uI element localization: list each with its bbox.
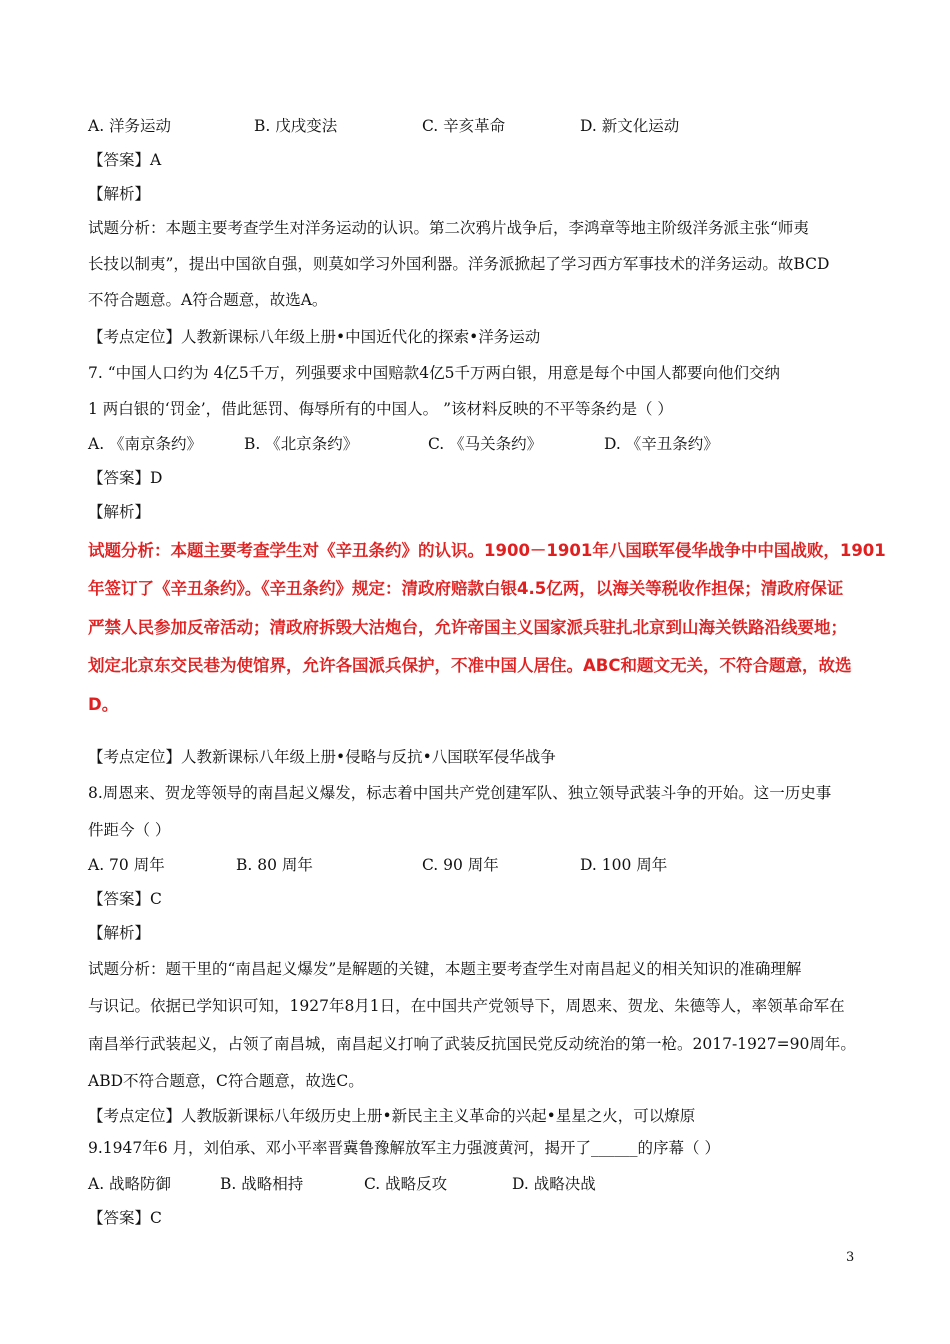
q7-stem-line: 7. “中国人口约为 4亿5千万，列强要求中国赔款4亿5千万两白银，用意是每个中国人都要向他们交纳: [88, 364, 781, 382]
q7-analysis-label: 【解析】: [88, 503, 151, 521]
q9-option-d: D. 战略决战: [512, 1175, 596, 1193]
q8-stem-line: 8.周恩来、贺龙等领导的南昌起义爆发，标志着中国共产党创建军队、独立领导武装斗争的开始。这一历史事: [88, 784, 832, 802]
q6-point: 【考点定位】人教新课标八年级上册•中国近代化的探索•洋务运动: [88, 328, 541, 346]
q6-option-a: A. 洋务运动: [88, 117, 172, 135]
q8-stem-line: 件距今（ ）: [88, 821, 171, 839]
q8-point: 【考点定位】人教版新课标八年级历史上册•新民主主义革命的兴起•星星之火，可以燎原: [88, 1107, 696, 1125]
q6-analysis-line: 长技以制夷”，提出中国欲自强，则莫如学习外国利器。洋务派掀起了学习西方军事技术的洋务运动。故BCD: [88, 255, 830, 273]
q7-option-b: B. 《北京条约》: [244, 435, 359, 453]
q6-option-c: C. 辛亥革命: [422, 117, 506, 135]
page-number: 3: [846, 1250, 855, 1265]
q7-analysis-line: 年签订了《辛丑条约》。《辛丑条约》规定：清政府赔款白银4.5亿两，以海关等税收作担保；清政府保证: [88, 579, 844, 598]
q8-answer: 【答案】C: [88, 890, 162, 908]
q9-stem: 9.1947年6 月，刘伯承、邓小平率晋冀鲁豫解放军主力强渡黄河，揭开了______的序幕（ ）: [88, 1139, 720, 1157]
q7-analysis-line: 划定北京东交民巷为使馆界，允许各国派兵保护，不准中国人居住。ABC和题文无关，不符合题意，故选: [88, 656, 852, 675]
q8-analysis-line: 与识记。依据已学知识可知，1927年8月1日，在中国共产党领导下，周恩来、贺龙、朱德等人，率领革命军在: [88, 997, 845, 1015]
q7-option-d: D. 《辛丑条约》: [604, 435, 719, 453]
q7-option-a: A. 《南京条约》: [88, 435, 203, 453]
q7-analysis-line: D。: [88, 695, 119, 714]
q7-analysis-line: 试题分析：本题主要考查学生对《辛丑条约》的认识。1900－1901年八国联军侵华战争中中国战败，1901: [88, 541, 886, 560]
q7-option-c: C. 《马关条约》: [428, 435, 543, 453]
q6-analysis-line: 不符合题意。A符合题意，故选A。: [88, 291, 328, 309]
q7-analysis-line: 严禁人民参加反帝活动；清政府拆毁大沽炮台，允许帝国主义国家派兵驻扎北京到山海关铁路沿线要地；: [88, 618, 847, 637]
q6-option-d: D. 新文化运动: [580, 117, 680, 135]
q8-option-d: D. 100 周年: [580, 856, 668, 874]
q8-analysis-line: 南昌举行武装起义，占领了南昌城，南昌起义打响了武装反抗国民党反动统治的第一枪。2017-1927=90周年。: [88, 1035, 856, 1053]
q7-stem-line: 1 两白银的‘罚金’，借此惩罚、侮辱所有的中国人。 ”该材料反映的不平等条约是（ ）: [88, 400, 673, 418]
q8-analysis-line: ABD不符合题意，C符合题意，故选C。: [88, 1072, 364, 1090]
q8-option-b: B. 80 周年: [236, 856, 313, 874]
q6-analysis-label: 【解析】: [88, 185, 151, 203]
q7-answer: 【答案】D: [88, 469, 163, 487]
q9-option-c: C. 战略反攻: [364, 1175, 448, 1193]
q6-option-b: B. 戊戌变法: [254, 117, 338, 135]
q8-analysis-label: 【解析】: [88, 924, 151, 942]
q8-analysis-line: 试题分析：题干里的“南昌起义爆发”是解题的关键，本题主要考查学生对南昌起义的相关知识的准确理解: [88, 960, 802, 978]
q6-answer: 【答案】A: [88, 151, 162, 169]
q7-point: 【考点定位】人教新课标八年级上册•侵略与反抗•八国联军侵华战争: [88, 748, 556, 766]
q9-answer: 【答案】C: [88, 1209, 162, 1227]
q9-option-a: A. 战略防御: [88, 1175, 172, 1193]
q8-option-a: A. 70 周年: [88, 856, 165, 874]
q8-option-c: C. 90 周年: [422, 856, 499, 874]
q9-option-b: B. 战略相持: [220, 1175, 304, 1193]
q6-analysis-line: 试题分析：本题主要考查学生对洋务运动的认识。第二次鸦片战争后，李鸿章等地主阶级洋务派主张“师夷: [88, 219, 809, 237]
